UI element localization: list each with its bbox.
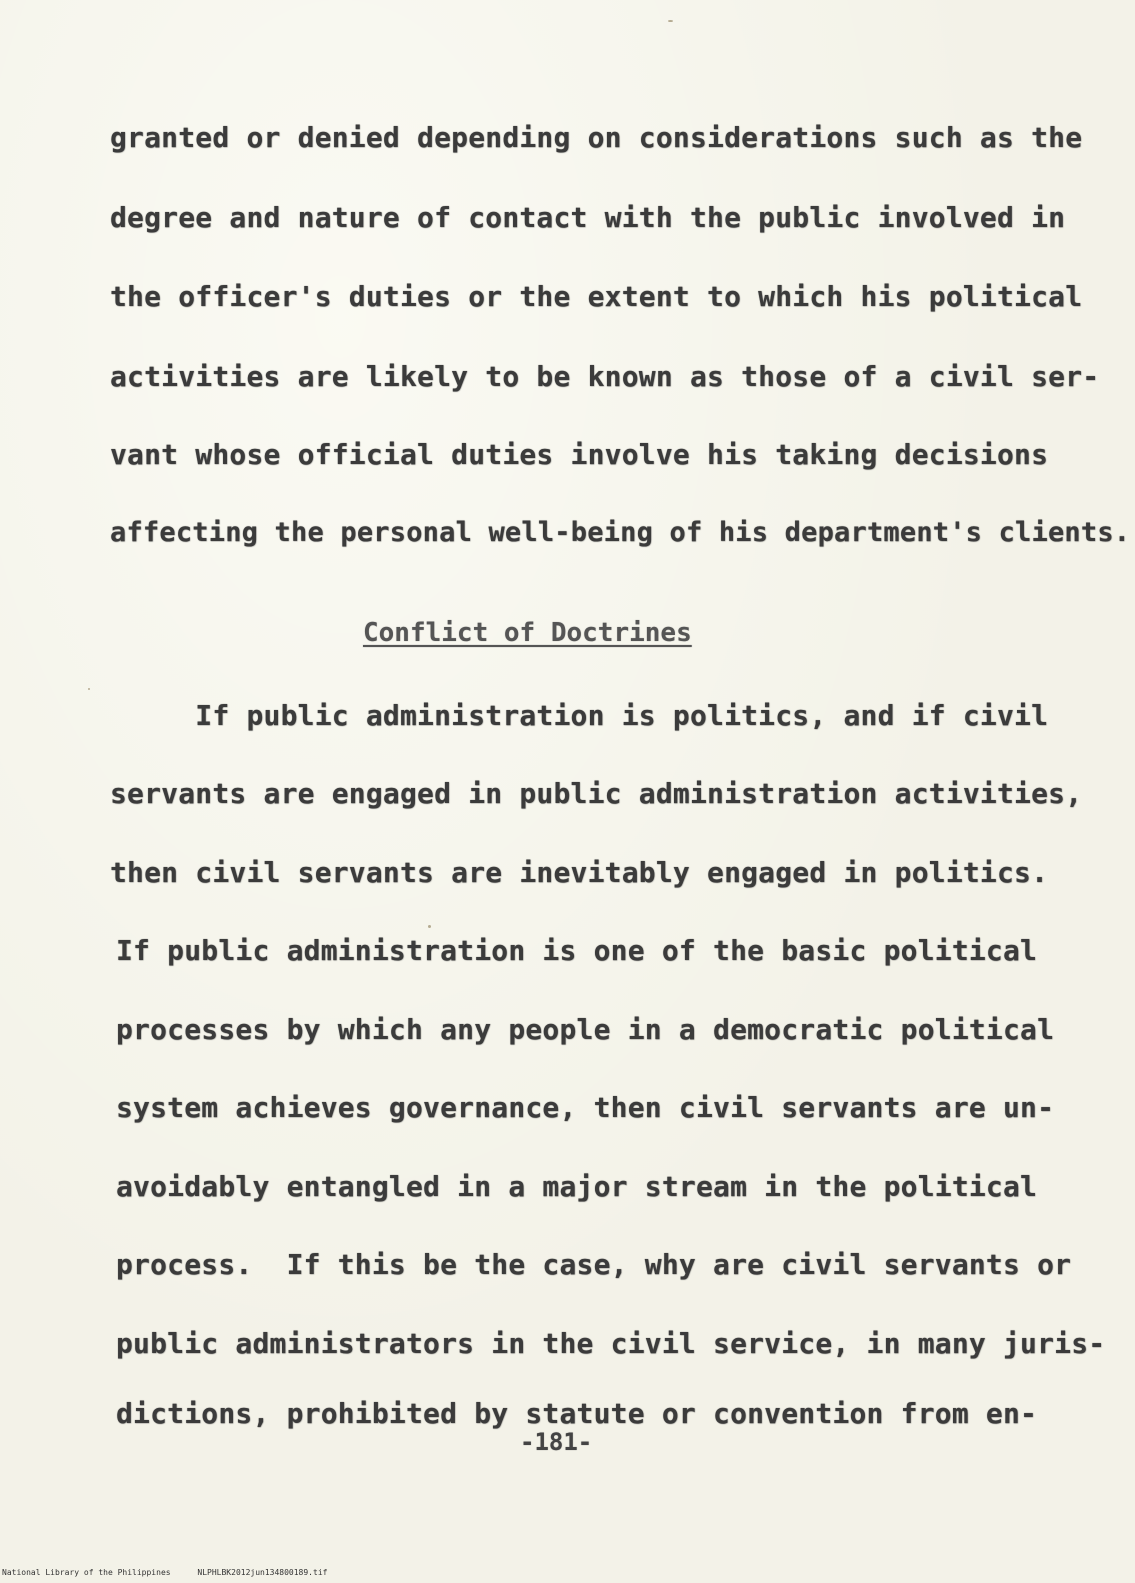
body-line: vant whose official duties involve his taking decisions [110,438,1049,471]
paper-speck [428,925,431,928]
body-line: avoidably entangled in a major stream in the political [116,1170,1038,1203]
body-line: servants are engaged in public administration activities, [110,777,1083,810]
paper-speck [88,688,90,690]
page-number: -181- [520,1428,593,1456]
body-line: granted or denied depending on considerations such as the [110,121,1083,154]
body-line: system achieves governance, then civil servants are un- [116,1091,1055,1124]
footer-library: National Library of the Philippines [2,1568,171,1577]
body-line: affecting the personal well-being of his department's clients. [110,517,1131,548]
footer-filename: NLPHLBK2012jun134800189.tif [197,1568,328,1577]
body-line: then civil servants are inevitably engaged in politics. [110,856,1049,889]
body-line: activities are likely to be known as those of a civil ser- [110,360,1100,393]
scan-footer [2,1568,349,1577]
body-line: If public administration is politics, and if civil [110,699,1049,732]
body-line: degree and nature of contact with the public involved in [110,201,1066,234]
body-line: process. If this be the case, why are civil servants or [116,1248,1072,1281]
paper-speck [668,20,673,22]
body-line: public administrators in the civil service, in many juris- [116,1327,1106,1360]
body-line: If public administration is one of the basic political [116,934,1038,967]
section-heading: Conflict of Doctrines [363,618,692,648]
body-line: dictions, prohibited by statute or convention from en- [116,1397,1038,1430]
body-line: the officer's duties or the extent to which his political [110,280,1083,313]
body-line: processes by which any people in a democratic political [116,1013,1055,1046]
